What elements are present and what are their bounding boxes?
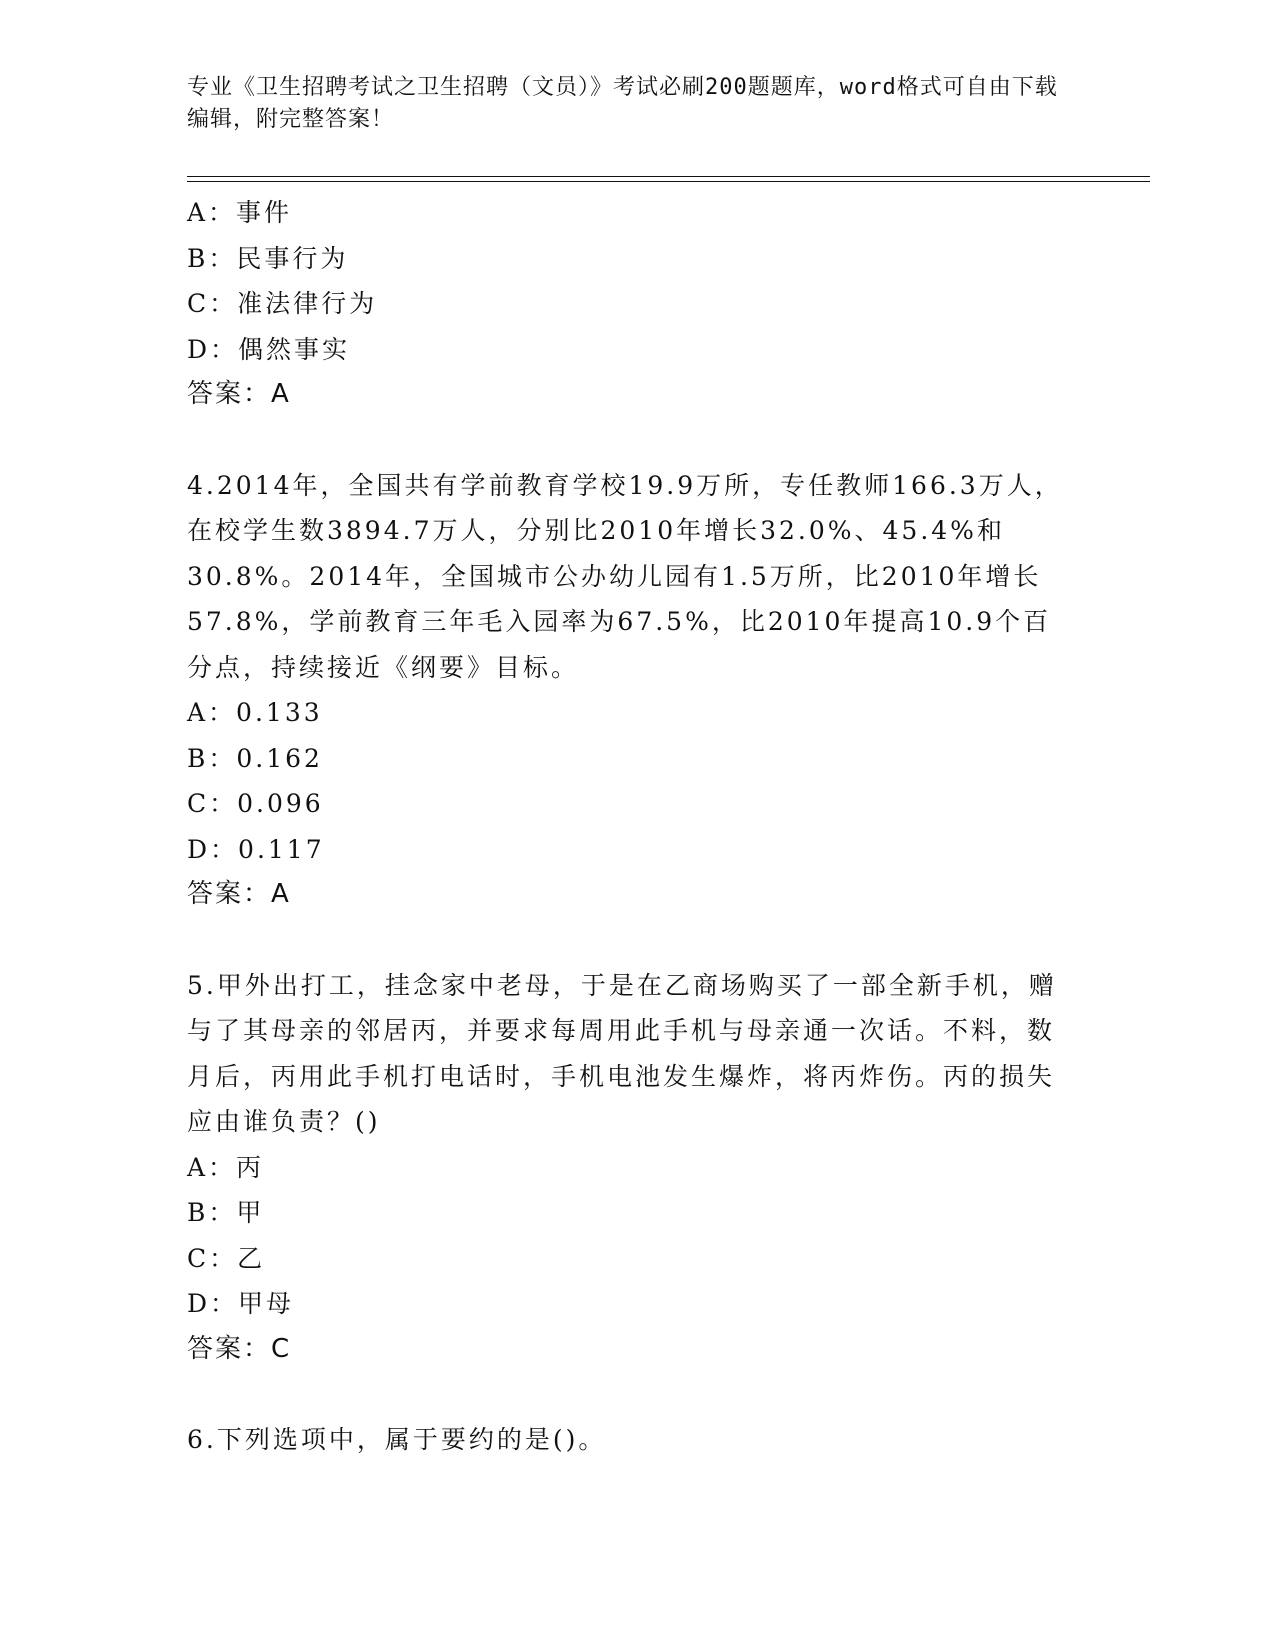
option-d: D：偶然事实 <box>187 334 351 364</box>
question-list <box>187 190 1087 1463</box>
option-b: B：民事行为 <box>187 243 349 273</box>
question-stem: 4.2014年，全国共有学前教育学校19.9万所，专任教师166.3万人，在校学生数3894.7万人，分别比2010年增长32.0%、45.4%和30.8%。2014年，全国城市公办幼儿园有1.5万所，比2010年增长57.8%，学前教育三年毛入园率为67.5%，比2010年提高10.9个百分点，持续接近《纲要》目标。 <box>187 470 1063 682</box>
question-stem: 5.甲外出打工，挂念家中老母，于是在乙商场购买了一部全新手机，赠与了其母亲的邻居丙，并要求每周用此手机与母亲通一次话。不料，数月后，丙用此手机打电话时，手机电池发生爆炸，将丙炸伤。丙的损失应由谁负责？() <box>187 970 1057 1136</box>
option-a: A：0.133 <box>187 698 323 727</box>
page-header-title: 专业《卫生招聘考试之卫生招聘（文员）》考试必刷200题题库，word格式可自由下载编辑，附完整答案！ <box>187 75 1058 132</box>
answer: 答案：A <box>187 379 291 409</box>
answer: 答案：C <box>187 1333 292 1364</box>
option-b: B：甲 <box>187 1198 265 1227</box>
question-5 <box>187 963 1087 1373</box>
option-c: C：乙 <box>187 1243 266 1273</box>
option-a: A：丙 <box>187 1152 265 1182</box>
option-b: B：0.162 <box>187 743 323 773</box>
option-a: A：事件 <box>187 198 293 227</box>
option-d: D：0.117 <box>187 834 325 864</box>
question-stem: 6.下列选项中，属于要约的是()。 <box>187 1425 607 1454</box>
question-4 <box>187 463 1087 918</box>
header-divider-top <box>187 176 1150 177</box>
option-c: C：准法律行为 <box>187 289 378 318</box>
question-3 <box>187 190 1087 418</box>
option-d: D：甲母 <box>187 1289 295 1318</box>
question-6 <box>187 1417 1087 1463</box>
answer: 答案：A <box>187 879 291 909</box>
header-divider-bottom <box>187 181 1150 182</box>
option-c: C：0.096 <box>187 789 324 818</box>
